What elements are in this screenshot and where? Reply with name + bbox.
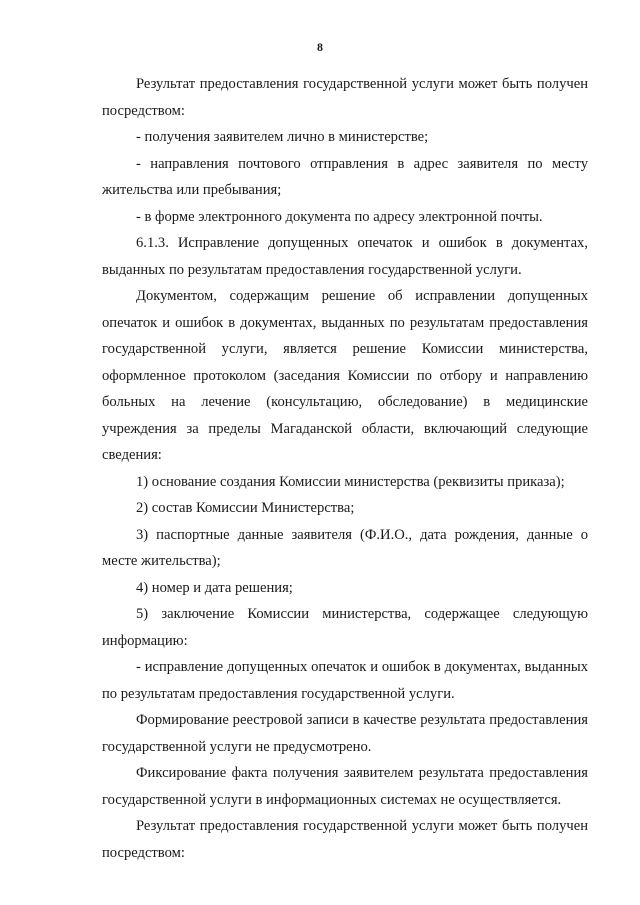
list-item: 5) заключение Комиссии министерства, содержащее следующую информацию: [102, 606, 588, 649]
document-body [102, 71, 588, 866]
list-item: - исправление допущенных опечаток и ошибок в документах, выданных по результатам предоставления государственной услуги. [102, 659, 588, 702]
paragraph: Результат предоставления государственной услуги может быть получен посредством: [102, 76, 588, 119]
paragraph: Формирование реестровой записи в качестве результата предоставления государственной услуги не предусмотрено. [102, 712, 588, 755]
list-item: - получения заявителем лично в министерстве; [136, 129, 429, 145]
list-item: 3) паспортные данные заявителя (Ф.И.О., дата рождения, данные о месте жительства); [102, 526, 588, 569]
list-item: - направления почтового отправления в адрес заявителя по месту жительства или пребывания; [102, 155, 588, 198]
list-item: 4) номер и дата решения; [136, 579, 293, 596]
section-heading: 6.1.3. Исправление допущенных опечаток и ошибок в документах, выданных по результатам предоставления государственной услуги. [102, 235, 588, 278]
list-item: 1) основание создания Комиссии министерства (реквизиты приказа); [136, 473, 565, 490]
list-item: - в форме электронного документа по адресу электронной почты. [136, 208, 543, 225]
paragraph: Документом, содержащим решение об исправлении допущенных опечаток и ошибок в документах, выданных по результатам предоставления государственной услуги, является решение Комиссии министерства, оформленное протоколом (заседания Комиссии по отбору и направлению больных на лечение (консультацию, обследование) в медицинские учреждения за пределы Магаданской области, включающий следующие сведения: [102, 288, 588, 463]
paragraph: Фиксирование факта получения заявителем результата предоставления государственной услуги в информационных системах не осуществляется. [102, 765, 588, 808]
page-number: 8 [317, 40, 323, 54]
list-item: 2) состав Комиссии Министерства; [136, 500, 355, 516]
paragraph: Результат предоставления государственной услуги может быть получен посредством: [102, 818, 588, 861]
